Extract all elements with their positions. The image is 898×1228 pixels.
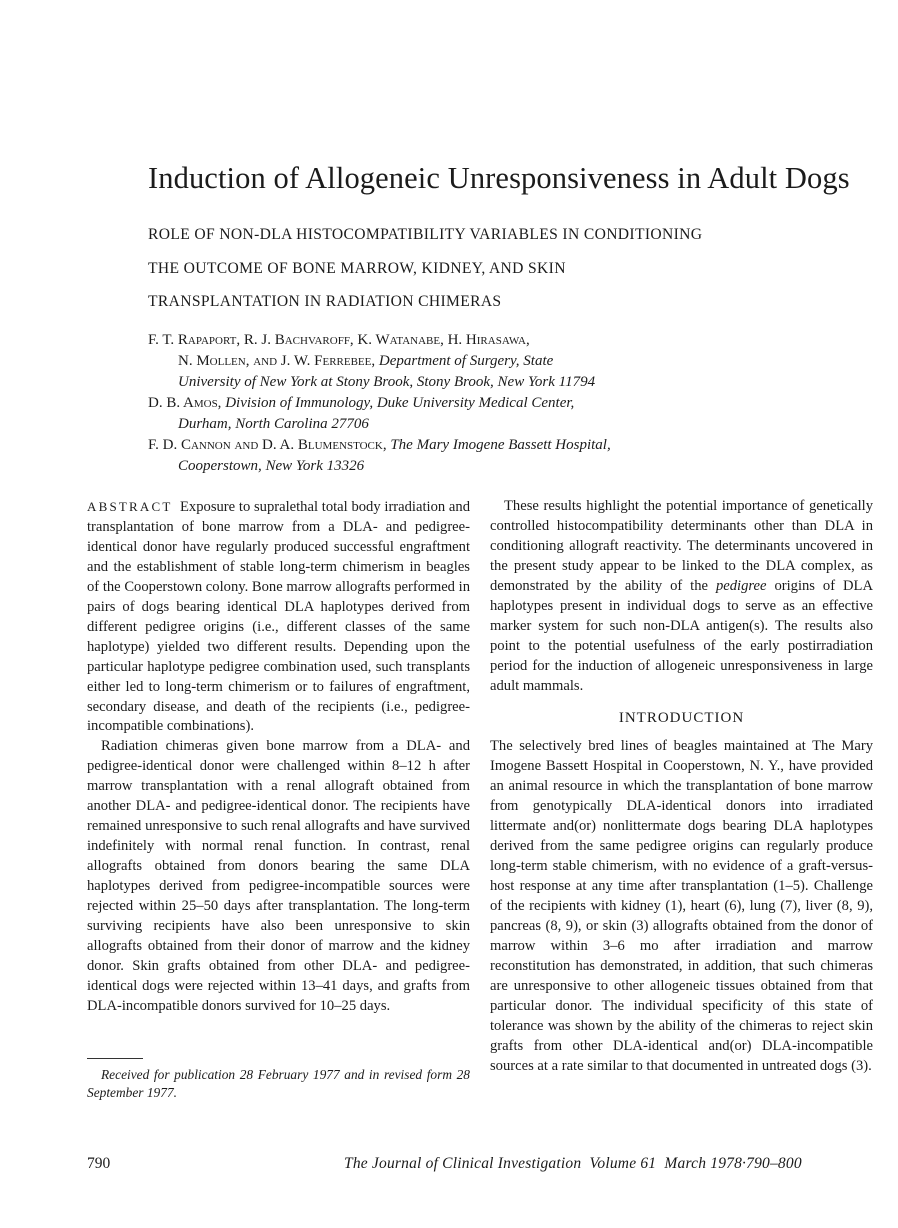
journal-volume: Volume 61: [589, 1155, 657, 1172]
author-names: F. T. Rapaport, R. J. Bachvaroff, K. Watanabe, H. Hirasawa,: [148, 332, 530, 348]
left-column: [87, 497, 470, 1017]
author-affiliation-line: [148, 351, 868, 372]
affiliation: Cooperstown, New York 13326: [178, 458, 365, 474]
abstract-paragraph: These results highlight the potential importance of genetically controlled histocompatibility determinants other than DLA in conditioning allograft reactivity. The determinants uncovered in the present study appear to be linked to the DLA complex, as demonstrated by the ability of the pedigree origins of DLA haplotypes present in individual dogs to serve as an effective marker system for such non-DLA antigen(s). The results also point to the potential usefulness of the early postirradiation period for the induction of allogeneic unresponsiveness in large adult mammals.: [490, 498, 874, 694]
journal-date: March 1978·790–800: [664, 1155, 802, 1172]
author-list: [148, 330, 868, 477]
section-heading: INTRODUCTION: [618, 709, 745, 726]
affiliation: Durham, North Carolina 27706: [178, 416, 369, 432]
body-paragraph: The selectively bred lines of beagles maintained at The Mary Imogene Bassett Hospital in Cooperstown, N. Y., have provided an animal resource in which the transplantation of bone marrow from genotypically DLA-identical donors into irradiated littermate and(or) nonlittermate dogs bearing DLA haplotypes derived from the same pedigree origins can regularly produce long-term stable chimerism, with no evidence of a graft-versus-host response at any time after transplantation (1–5). Challenge of the recipients with kidney (1), heart (6), lung (7), liver (8, 9), pancreas (8, 9), or skin (3) allografts obtained from the donor of marrow within 3–6 mo after irradiation and marrow reconstitution has demonstrated, in addition, that such chimeras are unresponsive to other allogeneic tissues obtained from that particular donor. The individual specificity of this state of tolerance was shown by the ability of the chimeras to reject skin grafts from other DLA-identical and(or) DLA-incompatible sources at a rate similar to that documented in untreated dogs (3).: [490, 738, 873, 1074]
right-column: [490, 497, 873, 1077]
subtitle-line: THE OUTCOME OF BONE MARROW, KIDNEY, AND SKIN: [148, 259, 566, 277]
abstract-paragraph: [87, 497, 470, 737]
affiliation: The Mary Imogene Bassett Hospital,: [390, 437, 611, 453]
author-names: F. D. Cannon and D. A. Blumenstock,: [148, 437, 387, 453]
affiliation: University of New York at Stony Brook, Stony Brook, New York 11794: [178, 374, 596, 390]
footnote-divider: [87, 1058, 143, 1059]
author-affiliation-line: [148, 393, 868, 414]
author-affiliation-line: [148, 435, 868, 456]
article-title: Induction of Allogeneic Unresponsiveness in Adult Dogs: [148, 161, 850, 195]
author-names: D. B. Amos,: [148, 395, 222, 411]
affiliation: Department of Surgery, State: [378, 353, 554, 369]
journal-name: The Journal of Clinical Investigation: [344, 1155, 582, 1172]
abstract-label: ABSTRACT: [87, 499, 173, 514]
article-subtitle: [148, 218, 848, 319]
affiliation: Division of Immunology, Duke University Medical Center,: [225, 395, 575, 411]
abstract-paragraph: Radiation chimeras given bone marrow from a DLA- and pedigree-identical donor were challenged within 8–12 h after marrow transplantation with a renal allograft obtained from another DLA- and pedigree-identical donor. The recipients have remained unresponsive to such renal allografts and have survived indefinitely with normal renal function. In contrast, renal allografts obtained from donors bearing the same DLA haplotypes derived from pedigree-incompatible sources were rejected within 25–50 days after transplantation. The long-term surviving recipients have also been unresponsive to skin allografts obtained from their donor of marrow and the kidney donor. Skin grafts obtained from other DLA- and pedigree-identical dogs were rejected within 13–41 days, and grafts from DLA-incompatible donors survived for 10–25 days.: [87, 738, 470, 1014]
subtitle-line: TRANSPLANTATION IN RADIATION CHIMERAS: [148, 293, 502, 310]
page-number: 790: [87, 1155, 111, 1172]
journal-citation: [344, 1155, 802, 1173]
footnote: Received for publication 28 February 1977 and in revised form 28 September 1977.: [87, 1067, 470, 1100]
subtitle-line: ROLE OF NON-DLA HISTOCOMPATIBILITY VARIABLES IN CONDITIONING: [148, 226, 703, 243]
emphasis: pedigree: [715, 577, 767, 594]
abstract-text: Exposure to supralethal total body irradiation and transplantation of bone marrow from a DLA- and pedigree-identical donor have regularly produced successful engraftment and the establishment of stable long-term chimerism in beagles of the Cooperstown colony. Bone marrow allografts performed in pairs of dogs bearing identical DLA haplotypes derived from different pedigree origins (i.e., different classes of the same haplotype) yielded two different results. Depending upon the particular haplotype pedigree combination used, such transplants either led to long-term chimerism or to failures of engraftment, secondary disease, and death of the recipients (i.e., pedigree-incompatible combinations).: [87, 499, 470, 735]
author-names: N. Mollen, and J. W. Ferrebee,: [178, 353, 376, 369]
